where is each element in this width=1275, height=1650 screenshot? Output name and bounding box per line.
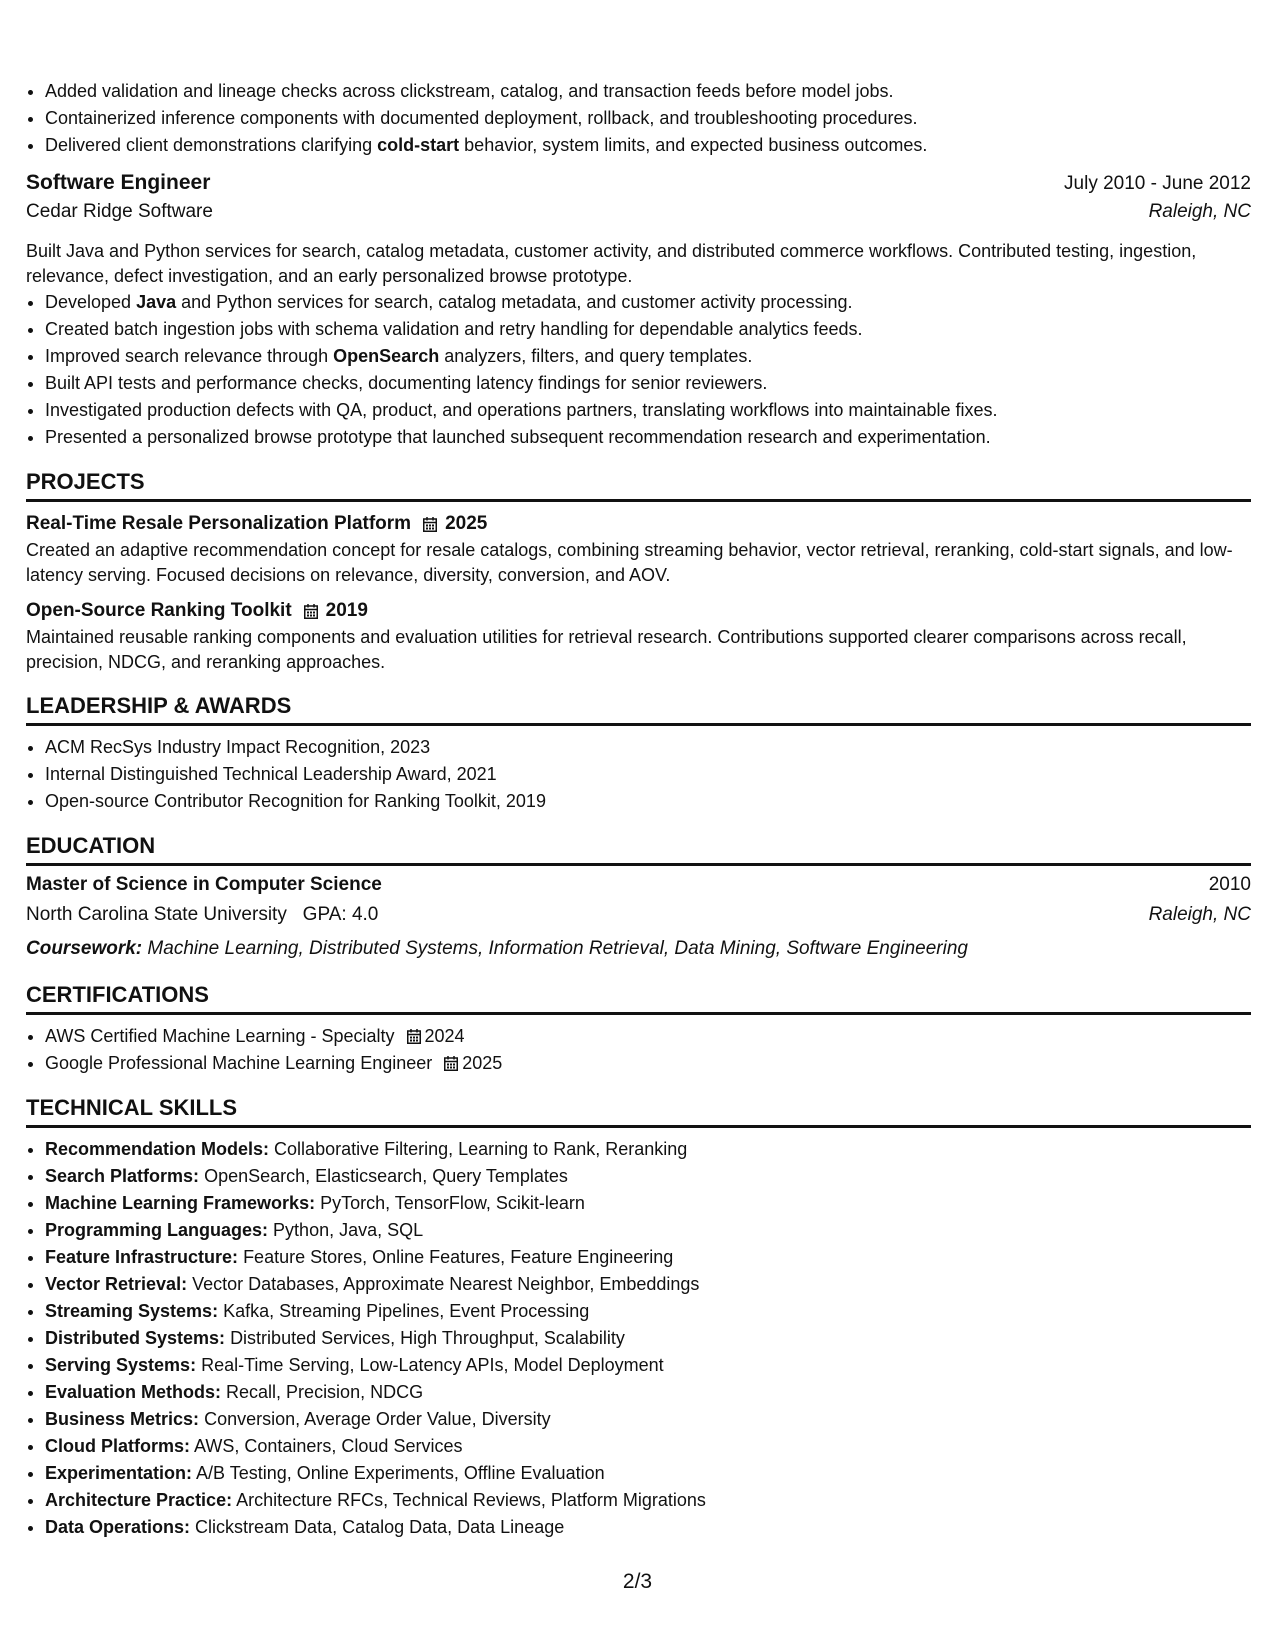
job-header xyxy=(26,171,1251,201)
list-item: • Vector Retrieval: Vector Databases, Approximate Nearest Neighbor, Embeddings xyxy=(45,1271,1251,1298)
degree: Master of Science in Computer Science xyxy=(26,874,382,895)
gpa: GPA: 4.0 xyxy=(302,904,379,925)
calendar-icon xyxy=(304,604,318,619)
list-item: • Machine Learning Frameworks: PyTorch, TensorFlow, Scikit-learn xyxy=(45,1190,1251,1217)
job-summary: Built Java and Python services for search, catalog metadata, customer activity, and distributed commerce workflows. Contributed testing, ingestion, relevance, defect investigation, and an early personalized browse prototype. xyxy=(26,241,1197,286)
project-name: Real-Time Resale Personalization Platform xyxy=(26,513,412,534)
graduation-year: 2010 xyxy=(1208,874,1251,895)
leadership-section xyxy=(26,691,1251,815)
list-item: • Added validation and lineage checks across clickstream, catalog, and transaction feeds before model jobs. xyxy=(45,78,1251,105)
job-location: Raleigh, NC xyxy=(1148,201,1251,222)
skills-section xyxy=(26,1093,1251,1541)
list-item: • Feature Infrastructure: Feature Stores, Online Features, Feature Engineering xyxy=(45,1244,1251,1271)
project-header xyxy=(26,510,1251,538)
coursework xyxy=(26,934,1251,964)
projects-section xyxy=(26,467,1251,675)
list-item: • Distributed Systems: Distributed Services, High Throughput, Scalability xyxy=(45,1325,1251,1352)
certifications-section xyxy=(26,980,1251,1077)
project-name: Open-Source Ranking Toolkit xyxy=(26,600,292,621)
calendar-icon xyxy=(423,517,437,532)
section-title: PROJECTS xyxy=(26,467,1251,502)
calendar-icon xyxy=(444,1056,458,1071)
project-description: Maintained reusable ranking components and evaluation utilities for retrieval research. Contributions supported clearer comparisons across recall, precision, NDCG, and reranking approaches. xyxy=(26,627,1187,672)
certification-year: 2024 xyxy=(424,1026,465,1046)
list-item: • Business Metrics: Conversion, Average Order Value, Diversity xyxy=(45,1406,1251,1433)
project-year: 2019 xyxy=(325,600,368,621)
job-title: Software Engineer xyxy=(26,171,211,194)
certification-year: 2025 xyxy=(462,1053,503,1073)
leadership-list xyxy=(26,734,1251,815)
section-title: TECHNICAL SKILLS xyxy=(26,1093,1251,1128)
list-item: • Internal Distinguished Technical Leadership Award, 2021 xyxy=(45,761,1251,788)
certification-name: AWS Certified Machine Learning - Specialty xyxy=(45,1026,395,1046)
job-bullets xyxy=(26,289,1251,451)
list-item: • Recommendation Models: Collaborative Filtering, Learning to Rank, Reranking xyxy=(45,1136,1251,1163)
list-item: • Containerized inference components with documented deployment, rollback, and troubleshooting procedures. xyxy=(45,105,1251,132)
list-item: • Improved search relevance through OpenSearch analyzers, filters, and query templates. xyxy=(45,343,1251,370)
page-number: 2/3 xyxy=(622,1570,653,1593)
education-header xyxy=(26,874,1251,904)
list-item xyxy=(45,1023,1251,1050)
list-item: • Streaming Systems: Kafka, Streaming Pipelines, Event Processing xyxy=(45,1298,1251,1325)
section-title: LEADERSHIP & AWARDS xyxy=(26,691,1251,726)
calendar-icon xyxy=(407,1029,421,1044)
list-item: • Experimentation: A/B Testing, Online Experiments, Offline Evaluation xyxy=(45,1460,1251,1487)
job-dates: July 2010 - June 2012 xyxy=(1064,173,1251,194)
section-title: CERTIFICATIONS xyxy=(26,980,1251,1015)
education-section xyxy=(26,831,1251,964)
list-item: • Evaluation Methods: Recall, Precision, NDCG xyxy=(45,1379,1251,1406)
job-subheader xyxy=(26,201,1251,233)
list-item: • Architecture Practice: Architecture RFCs, Technical Reviews, Platform Migrations xyxy=(45,1487,1251,1514)
job-company: Cedar Ridge Software xyxy=(26,201,213,222)
education-subheader xyxy=(26,904,1251,934)
skills-list xyxy=(26,1136,1251,1541)
resume-page xyxy=(26,78,1251,1541)
list-item: • Open-source Contributor Recognition for Ranking Toolkit, 2019 xyxy=(45,788,1251,815)
project-header xyxy=(26,597,1251,625)
school-name: North Carolina State University xyxy=(26,904,287,925)
certification-name: Google Professional Machine Learning Engineer xyxy=(45,1053,433,1073)
list-item: • Serving Systems: Real-Time Serving, Low-Latency APIs, Model Deployment xyxy=(45,1352,1251,1379)
list-item: • Created batch ingestion jobs with schema validation and retry handling for dependable analytics feeds. xyxy=(45,316,1251,343)
list-item: • ACM RecSys Industry Impact Recognition, 2023 xyxy=(45,734,1251,761)
list-item xyxy=(45,1050,1251,1077)
project-description: Created an adaptive recommendation concept for resale catalogs, combining streaming behavior, vector retrieval, reranking, cold-start signals, and low-latency serving. Focused decisions on relevance, diversity, conversion, and AOV. xyxy=(26,540,1233,585)
list-item: • Built API tests and performance checks, documenting latency findings for senior reviewers. xyxy=(45,370,1251,397)
coursework-label: Coursework: xyxy=(26,938,143,959)
certifications-list xyxy=(26,1023,1251,1077)
list-item: • Programming Languages: Python, Java, SQL xyxy=(45,1217,1251,1244)
list-item: • Search Platforms: OpenSearch, Elasticsearch, Query Templates xyxy=(45,1163,1251,1190)
school-location: Raleigh, NC xyxy=(1148,904,1251,925)
section-title: EDUCATION xyxy=(26,831,1251,866)
coursework-list: Machine Learning, Distributed Systems, Information Retrieval, Data Mining, Software Engineering xyxy=(147,938,968,959)
list-item: • Cloud Platforms: AWS, Containers, Cloud Services xyxy=(45,1433,1251,1460)
previous-job-bullets xyxy=(26,78,1251,159)
project-year: 2025 xyxy=(445,513,488,534)
list-item: • Developed Java and Python services for search, catalog metadata, and customer activity processing. xyxy=(45,289,1251,316)
list-item: • Delivered client demonstrations clarifying cold-start behavior, system limits, and expected business outcomes. xyxy=(45,132,1251,159)
list-item: • Data Operations: Clickstream Data, Catalog Data, Data Lineage xyxy=(45,1514,1251,1541)
list-item: • Investigated production defects with QA, product, and operations partners, translating workflows into maintainable fixes. xyxy=(45,397,1251,424)
list-item: • Presented a personalized browse prototype that launched subsequent recommendation research and experimentation. xyxy=(45,424,1251,451)
